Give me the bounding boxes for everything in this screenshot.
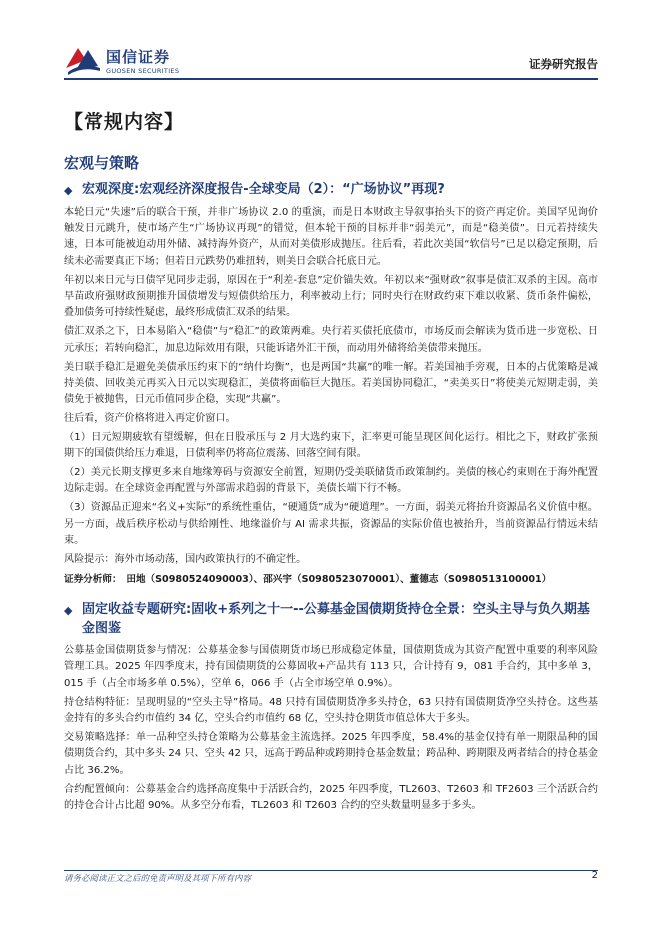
article-title-text: 固定收益专题研究:固收+系列之十一--公募基金国债期货持仓全景：空头主导与负久期基金图鉴 [82,602,590,637]
article-fixed-income [64,600,598,814]
article-paragraph: 债汇双杀之下，日本易陷入“稳债”与“稳汇”的政策两难。央行若买债托底债市，市场反而会解读为货币进一步宽松、日元承压；若转向稳汇，加息边际效用有限，只能诉诸外汇干预，而动用外储将给美债带来抛压。 [64,326,598,354]
article-title [64,600,598,638]
article-macro [64,180,598,588]
article-paragraph: 公募基金国债期货参与情况：公募基金参与国债期货市场已形成稳定体量，国债期货成为其资产配置中重要的利率风险管理工具。2025 年四季度末，持有国债期货的公募固收+产品共有 113 只，合计持有 9，081 手合约，其中多单 3，015 手（占全市场多单 0.5%），空单 6，066 手（占全市场空单 0.9%）。 [64,645,598,689]
logo-text-cn: 国信证券 [106,48,171,66]
page-number: 2 [591,870,598,881]
diamond-bullet-icon: ◆ [64,604,73,618]
article-paragraph: 持仓结构特征：呈现明显的“空头主导”格局。48 只持有国债期货净多头持仓，63 只持有国债期货净空头持仓。这些基金持有的多头合约市值约 34 亿，空头合约市值约 68 亿，空头持仓期货市值总体大于多头。 [64,696,598,725]
article-paragraph: 合约配置倾向：公募基金合约选择高度集中于活跃合约，2025 年四季度，TL2603、T2603 和 TF2603 三个活跃合约的持仓合计占比超 90%。从多空分布看，TL2603 和 T2603 合约的空头数量明显多于多头。 [64,783,598,812]
article-paragraph: 本轮日元“失速”后的联合干预，并非广场协议 2.0 的重演，而是日本财政主导叙事抬头下的资产再定价。美国罕见询价触发日元跳升，使市场产生“广场协议再现”的错觉，但本轮干预的目标并非“弱美元”，而是“稳美债”。日元若持续失速，日本可能被迫动用外储、减持海外资产，从而对美债形成抛压。往后看，若此次美国“软信号”已足以稳定预期，后续未必需要真正下场；但若日元跌势仍难扭转，则美日会联合托底日元。 [64,207,598,267]
subsection-title: 宏观与策略 [64,154,140,172]
article-paragraph: （3）资源品正迎来“名义+实际”的系统性重估，“硬通货”成为“硬道理”。一方面，弱美元将抬升资源品名义价值中枢。另一方面，战后秩序松动与供给刚性、地缘溢价与 AI 需求共振，资源品的实际价值也被抬升，当前资源品行情远未结束。 [64,502,598,546]
article-paragraph: （1）日元短期疲软有望缓解，但在日股承压与 2 月大选约束下，汇率更可能呈现区间化运行。相比之下，财政扩张预期下的国债供给压力难退，日债利率仍将高位震荡、回落空间有限。 [64,431,598,459]
risk-warning: 风险提示：海外市场动荡，国内政策执行的不确定性。 [64,554,307,566]
article-paragraph: （2）美元长期支撑更多来自地缘筹码与资源安全前置，短期仍受美联储货币政策制约。美债的核心约束则在于海外配置边际走弱。在全球资金再配置与外部需求趋弱的背景下，美债长端下行不畅。 [64,467,598,495]
article-title-text: 宏观深度:宏观经济深度报告-全球变局（2）：“广场协议”再现? [82,182,445,197]
guosen-logo [64,42,214,76]
report-type-label: 证券研究报告 [529,57,598,71]
page-header [0,0,662,84]
article-title [64,180,598,200]
section-title: 【常规内容】 [64,111,185,133]
footer-divider [64,870,598,871]
logo-text-en: GUOSEN SECURITIES [106,67,180,75]
guosen-logo-mark-icon [64,42,102,76]
main-content [64,180,598,817]
diamond-bullet-icon: ◆ [64,184,73,197]
article-paragraph: 美日联手稳汇是避免美债承压约束下的“纳什均衡”，也是两国“共赢”的唯一解。若美国袖手旁观，日本的占优策略是减持美债、回收美元再买入日元以实现稳汇，美债将面临巨大抛压。若美国协同稳汇，“卖美买日”将使美元短期走弱，美债免于被抛售，日元币值同步企稳，实现“共赢”。 [64,361,598,406]
footer-disclaimer: 请务必阅读正文之后的免责声明及其项下所有内容 [64,874,252,884]
article-paragraph: 交易策略选择：单一品种空头持仓策略为公募基金主流选择。2025 年四季度，58.4%的基金仅持有单一期限品种的国债期货合约，其中多头 24 只、空头 42 只，远高于跨品种或跨期持仓基金数量；跨品种、跨期限及两者结合的持仓基金占比 36.2%。 [64,732,598,776]
header-divider [64,78,598,80]
article-paragraph: 年初以来日元与日债罕见同步走弱，原因在于“利差-套息”定价锚失效。年初以来“强财政”叙事是债汇双杀的主因。高市早苗政府强财政预期推升国债增发与短债供给压力，利率被动上行；同时央行在财政约束下难以收紧、货币条件偏松，叠加债务可持续性疑虑，最终形成债汇双杀的结果。 [64,274,598,319]
analyst-credits: 证券分析师： 田地（S0980524090003）、邵兴宇（S0980523070001）、董德志（S0980513100001） [64,574,552,586]
article-paragraph: 往后看，资产价格将进入再定价窗口。 [64,413,236,425]
